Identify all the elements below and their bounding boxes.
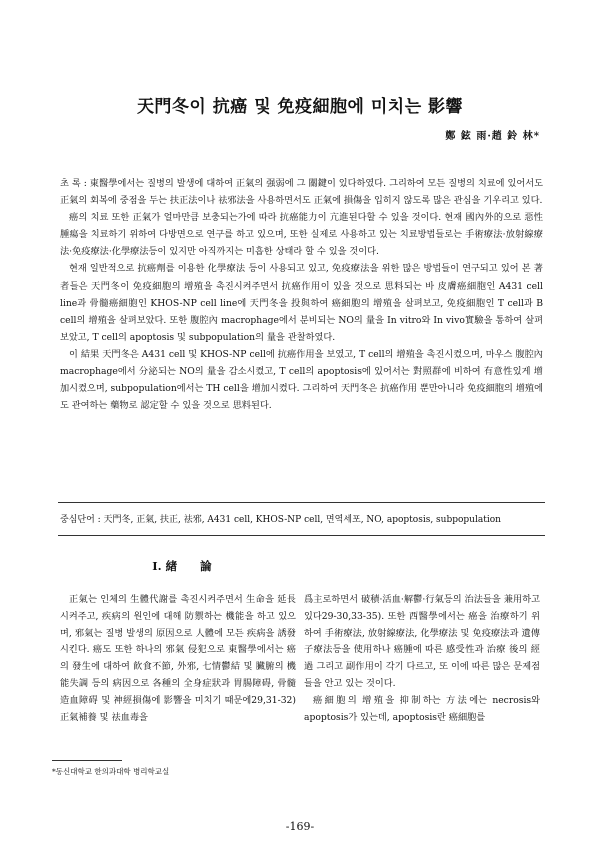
body-left-column <box>60 592 296 726</box>
footnote: *동신대학교 한의과대학 병리학교실 <box>52 767 170 776</box>
body-paragraph: 正氣는 인체의 生體代謝를 촉진시켜주면서 生命을 延長시켜주고, 疾病의 원인에 대해 防禦하는 機能을 하고 있으며, 邪氣는 질병 발생의 原因으로 人體에 모든 疾病을 誘發시킨다. 癌도 또한 하나의 邪氣 侵犯으로 東醫學에서는 癌의 發生에 대하여 飮食不節, 外邪, 七情鬱結 및 臟腑의 機能失調 등의 病因으로 各種의 全身症狀과 胃腸障碍, 骨髓造血障碍 및 神經損傷에 影響을 미치기 때문에29,31-32) 正氣補養 및 祛血毒을 <box>60 594 296 723</box>
keywords: 중심단어 : 天門冬, 正氣, 扶正, 祛邪, A431 cell, KHOS-NP cell, 면역세포, NO, apoptosis, subpopulation <box>60 515 501 525</box>
abstract-paragraph: 현재 일반적으로 抗癌劑를 이용한 化學療法 등이 사용되고 있고, 免疫療法을 위한 많은 방법들이 연구되고 있어 본 著者들은 天門冬이 免疫細胞의 增殖을 촉진시켜주면서 抗癌作用이 있을 것으로 思料되는 바 皮膚癌細胞인 A431 cell line과 骨髓癌細胞인 KHOS-NP cell line에 天門冬을 投與하여 癌細胞의 增殖을 살펴보고, 免疫細胞인 T cell과 B cell의 增殖을 살펴보았다. 또한 腹腔內 macrophage에서 분비되는 NO의 量을 In vitro와 In vivo實驗을 통하여 살펴보았고, T cell의 apoptosis 및 subpopulation의 量을 관찰하였다. <box>60 263 543 343</box>
abstract-paragraph: 이 結果 天門冬은 A431 cell 및 KHOS-NP cell에 抗癌作用을 보였고, T cell의 增殖을 촉진시켰으며, 마우스 腹腔內 macrophage에서 分泌되는 NO의 量을 감소시켰고, T cell의 apoptosis에 있어서는 對照群에 비하여 有意性있게 增加시켰으며, subpopulation에서는 TH cell을 增加시켰다. 그리하여 天門冬은 抗癌作用 뿐만아니라 免疫細胞의 增殖에도 관여하는 藥物로 認定할 수 있을 것으로 思料된다. <box>60 348 543 412</box>
divider-bottom <box>58 535 545 536</box>
body-paragraph: 爲主로하면서 破積·活血·解鬱·行氣등의 治法들을 兼用하고 있다29-30,33-35). 또한 西醫學에서는 癌을 治療하기 위하여 手術療法, 放射線療法, 化學療法 및 免疫療法과 遺傳子療法등을 使用하나 癌腫에 따른 感受性과 治療 後의 經過 그리고 副作用이 각기 다르고, 또 이에 따른 많은 문제점들을 안고 있는 것이다. <box>304 594 540 689</box>
body-paragraph: 癌細胞의 增殖을 抑制하는 方法에는 necrosis와 apoptosis가 있는데, apoptosis란 癌細胞를 <box>304 694 540 723</box>
divider-top <box>58 502 545 503</box>
abstract-paragraph: 초 록 : 東醫學에서는 질병의 발생에 대하여 正氣의 强弱에 그 關鍵이 있다하였다. 그리하여 모든 질병의 치료에 있어서도 正氣의 회복에 중점을 두는 扶正法이나 祛邪法을 사용하면서도 正氣에 損傷을 입히지 않도록 많은 관심을 기우리고 있다. <box>60 178 543 207</box>
section-heading: I. 緖 論 <box>152 559 212 573</box>
paper-title: 天門冬이 抗癌 및 免疫細胞에 미치는 影響 <box>136 97 464 117</box>
page-number: -169- <box>285 820 315 833</box>
footnote-divider <box>52 760 122 761</box>
abstract-paragraph: 癌의 치료 또한 正氣가 얼마만큼 보충되는가에 따라 抗癌能力이 亢進된다할 수 있을 것이다. 현재 國內外的으로 惡性腫瘍을 치료하기 위하여 다방면으로 연구를 하고 있으며, 또한 실제로 사용하고 있는 치료방법들로는 手術療法·放射線療法·免疫療法·化學療法등이 있지만 아직까지는 미흡한 상태라 할 수 있을 것이다. <box>60 212 543 258</box>
authors: 鄭 鉉 雨·趙 鈴 林* <box>445 131 540 142</box>
abstract <box>60 175 543 414</box>
body-right-column <box>304 592 540 726</box>
